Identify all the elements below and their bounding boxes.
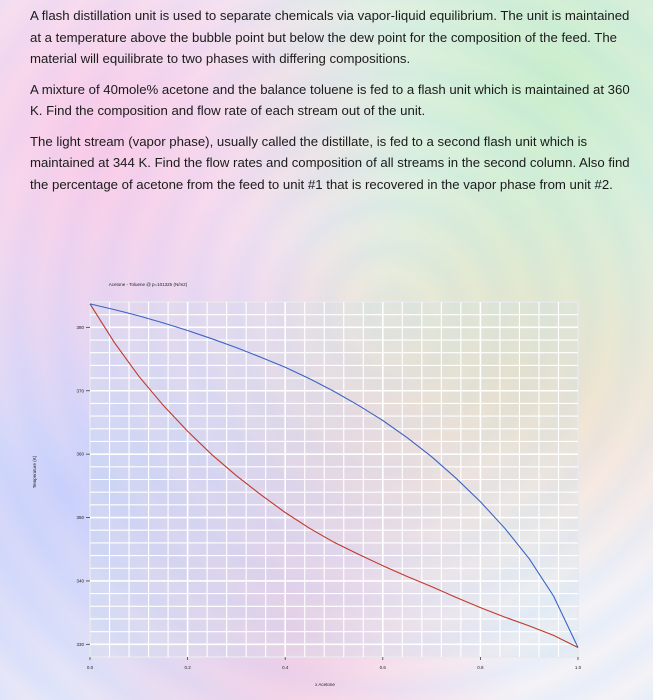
y-tick-label: 350 xyxy=(76,515,84,521)
x-axis-label: x Acetone xyxy=(315,682,335,687)
y-tick-label: 370 xyxy=(76,388,84,394)
x-tick-label: 1.0 xyxy=(574,665,582,670)
problem-paragraph-2: A mixture of 40mole% acetone and the balance toluene is fed to a flash unit which is maintained at 360 K. Find the composition and flow rate of each stream out of the unit. xyxy=(30,81,630,118)
x-tick-label: 0.8 xyxy=(477,665,484,670)
x-tick-label: 0.2 xyxy=(184,665,191,670)
txy-phase-diagram xyxy=(0,262,653,700)
problem-paragraph-1: A flash distillation unit is used to separate chemicals via vapor-liquid equilibrium. The unit is maintained at a temperature above the bubble point but below the dew point for the composition of the feed. The material will equilibrate to two phases with differing compositions. xyxy=(30,8,630,66)
y-tick-label: 360 xyxy=(76,451,84,457)
y-tick-label: 330 xyxy=(76,641,84,647)
problem-statement xyxy=(30,0,642,195)
y-axis-label: Temperature (K) xyxy=(32,455,37,489)
chart-title: Acetone - Toluene @ p=101325 (N/m2) xyxy=(108,282,188,287)
problem-paragraph-3: The light stream (vapor phase), usually called the distillate, is fed to a second flash unit which is maintained at 344 K. Find the flow rates and composition of all streams in the second column. Also find the percentage of acetone from the feed to unit #1 that is recovered in the vapor phase from unit #2. xyxy=(30,133,630,192)
y-tick-label: 380 xyxy=(76,324,84,330)
x-tick-label: 0.6 xyxy=(379,665,386,670)
y-axis-ticks xyxy=(76,325,90,647)
x-tick-label: 0.4 xyxy=(282,665,289,670)
x-axis-ticks xyxy=(87,657,582,670)
x-tick-label: 0.0 xyxy=(86,665,94,670)
y-tick-label: 340 xyxy=(76,578,84,584)
